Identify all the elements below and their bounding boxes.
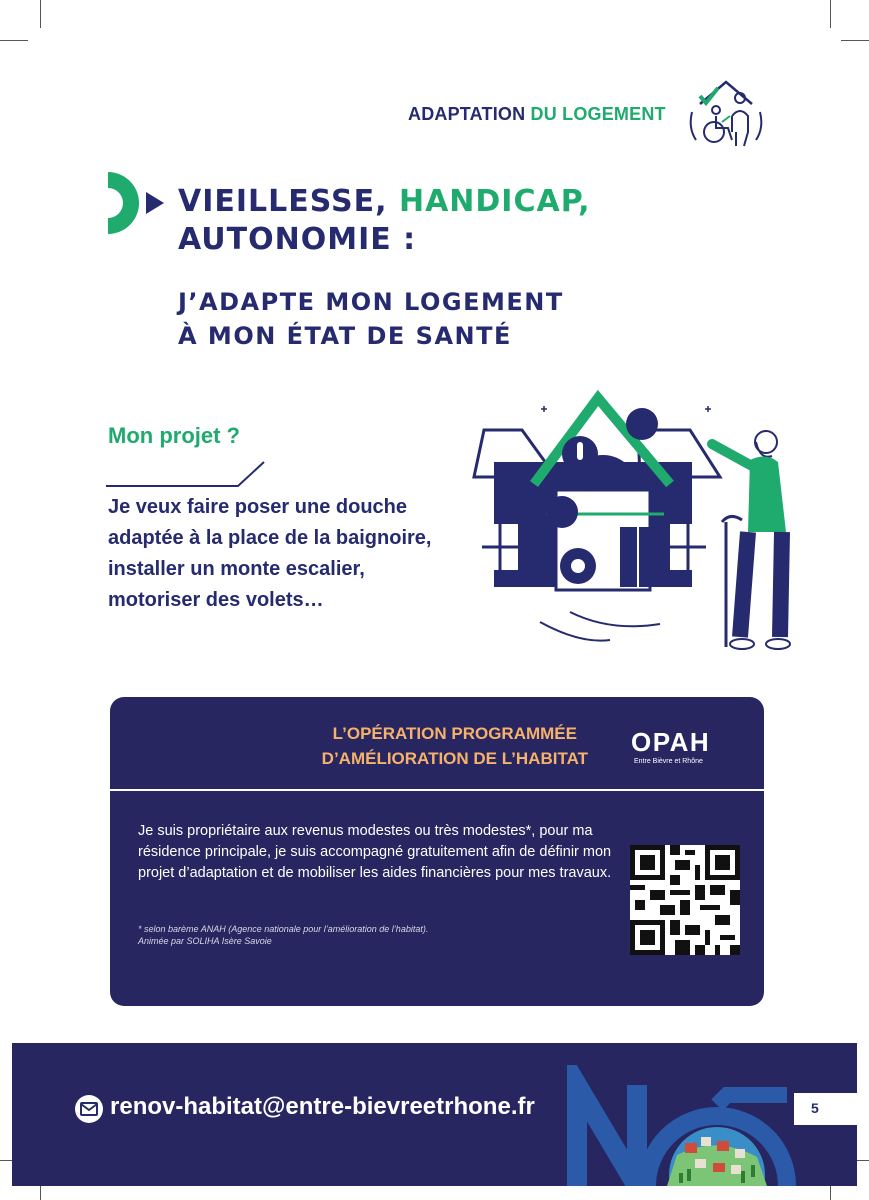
page-number-tab — [794, 1093, 857, 1125]
house-illustration — [460, 382, 800, 657]
page-subtitle — [178, 285, 564, 353]
opah-divider — [110, 789, 764, 791]
crop-mark — [830, 0, 831, 28]
subtitle-line1: J’ADAPTE MON LOGEMENT — [178, 288, 564, 316]
title-line2: AUTONOMIE : — [178, 222, 417, 257]
title-line1-b: HANDICAP, — [398, 184, 591, 219]
footer-banner — [12, 1043, 857, 1186]
opah-logo: OPAH — [631, 727, 711, 757]
opah-footnote — [138, 923, 618, 947]
accessibility-house-icon — [686, 76, 766, 152]
title-line1-a: VIEILLESSE, — [178, 184, 388, 219]
opah-title-line1: L’OPÉRATION PROGRAMMÉE — [332, 724, 577, 743]
village-logo-art — [567, 1065, 807, 1186]
opah-info-box — [110, 697, 764, 1006]
project-description: Je veux faire poser une douche adaptée à la place de la baignoire, installer un monte escalier, motoriser des volets… — [108, 496, 432, 611]
title-arrow-icon — [106, 170, 166, 236]
page-number: 5 — [811, 1100, 819, 1116]
qr-code[interactable] — [630, 845, 740, 955]
opah-logo-subtitle: Entre Bièvre et Rhône — [634, 758, 703, 765]
project-divider — [106, 458, 266, 488]
section-tag — [408, 104, 666, 125]
crop-mark — [841, 40, 869, 41]
opah-title-line2: D’AMÉLIORATION DE L’HABITAT — [321, 749, 588, 768]
page-title — [178, 183, 591, 259]
opah-description: Je suis propriétaire aux revenus modestes ou très modestes*, pour ma résidence principale, je suis accompagné gratuitement afin de définir mon projet d’adaptation et de mobiliser les aides financières pour mes travaux. — [138, 823, 612, 881]
crop-mark — [40, 0, 41, 28]
contact-email-link[interactable]: renov-habitat@entre-bievreetrhone.fr — [110, 1093, 535, 1120]
mail-icon — [74, 1094, 104, 1124]
section-tag-part1: ADAPTATION — [408, 104, 526, 124]
section-tag-part2: DU LOGEMENT — [530, 104, 666, 124]
opah-title — [322, 721, 588, 771]
crop-mark — [0, 40, 28, 41]
project-heading: Mon projet ? — [108, 423, 240, 448]
subtitle-line2: À MON ÉTAT DE SANTÉ — [178, 322, 512, 350]
opah-note-line2: Animée par SOLIHA Isère Savoie — [138, 936, 272, 946]
opah-note-line1: * selon barème ANAH (Agence nationale pour l’amélioration de l’habitat). — [138, 924, 429, 934]
